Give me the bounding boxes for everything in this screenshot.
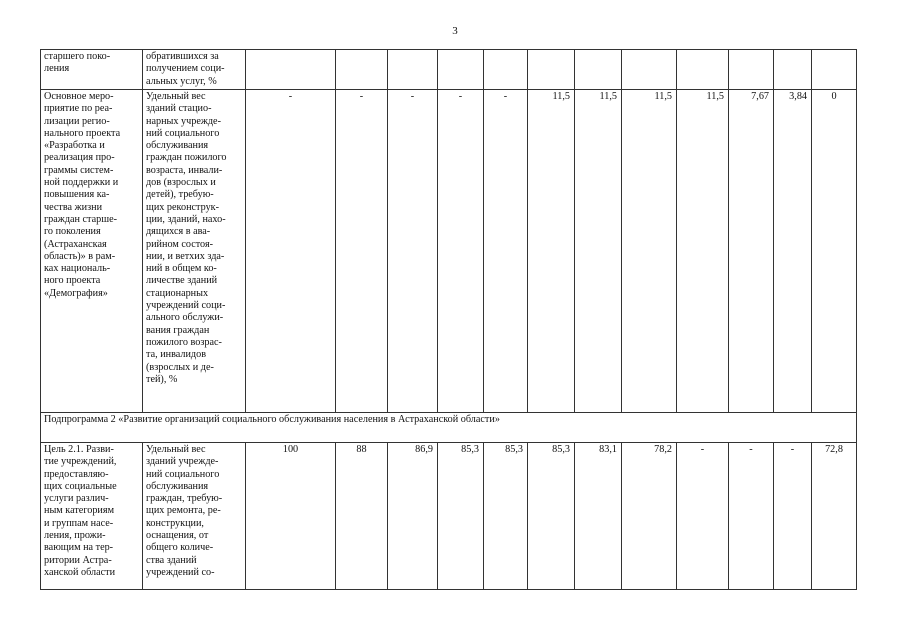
value-cell: - bbox=[484, 90, 528, 413]
indicator-name-cell: Удельный вес зданий стацио- нарных учрежде- ний социального обслуживания граждан пожилого возраста, инвали- дов (взрослых и детей), требую- щих реконструк- ции, зданий, нахо- дящихся в ава- рийном состоя- нии, и ветхих зда- ний в общем ко- личестве зданий стационарных учреждений соци- ального обслужи- вания граждан пожилого возрас- та, инвалидов (взрослых и де- тей), % bbox=[143, 90, 246, 413]
value-cell: 85,3 bbox=[438, 443, 484, 590]
value-cell: 11,5 bbox=[622, 90, 677, 413]
value-cell: - bbox=[336, 90, 388, 413]
value-cell: - bbox=[246, 90, 336, 413]
value-cell: - bbox=[438, 90, 484, 413]
subprogram-heading: Подпрограмма 2 «Развитие организаций социального обслуживания населения в Астраханской области» bbox=[41, 413, 857, 443]
value-cell: 85,3 bbox=[484, 443, 528, 590]
goal-name-cell: Цель 2.1. Разви- тие учреждений, предоставляю- щих социальные услуги различ- ным категориям и группам насе- ления, прожи- вающим на тер- ритории Астра- ханской области bbox=[41, 443, 143, 590]
value-cell: 78,2 bbox=[622, 443, 677, 590]
indicator-name-cell: обратившихся за получением соци- альных услуг, % bbox=[143, 50, 246, 90]
value-cell: 83,1 bbox=[575, 443, 622, 590]
value-cell: 3,84 bbox=[774, 90, 812, 413]
value-cell: 100 bbox=[246, 443, 336, 590]
value-cell: - bbox=[729, 443, 774, 590]
value-cell: 11,5 bbox=[575, 90, 622, 413]
value-cell: - bbox=[677, 443, 729, 590]
table-row bbox=[41, 443, 857, 590]
value-cell: 86,9 bbox=[388, 443, 438, 590]
value-cell: 11,5 bbox=[528, 90, 575, 413]
value-cell: 85,3 bbox=[528, 443, 575, 590]
value-cell: - bbox=[388, 90, 438, 413]
page-number: 3 bbox=[452, 25, 458, 37]
value-cell: 88 bbox=[336, 443, 388, 590]
activity-name-cell: старшего поко- ления bbox=[41, 50, 143, 90]
table-row bbox=[41, 50, 857, 90]
table-row bbox=[41, 413, 857, 443]
indicator-name-cell: Удельный вес зданий учрежде- ний социального обслуживания граждан, требую- щих ремонта, ре- конструкции, оснащения, от общего количе- ства зданий учреждений со- bbox=[143, 443, 246, 590]
value-cell: - bbox=[774, 443, 812, 590]
value-cell: 7,67 bbox=[729, 90, 774, 413]
value-cell: 72,8 bbox=[812, 443, 857, 590]
indicators-table bbox=[40, 49, 857, 590]
table-row bbox=[41, 90, 857, 413]
value-cell: 11,5 bbox=[677, 90, 729, 413]
activity-name-cell: Основное меро- приятие по реа- лизации регио- нального проекта «Разработка и реализация про- граммы систем- ной поддержки и повышения ка- чества жизни граждан старше- го поколения (Астраханская область)» в рам- ках националь- ного проекта «Демография» bbox=[41, 90, 143, 413]
value-cell: 0 bbox=[812, 90, 857, 413]
